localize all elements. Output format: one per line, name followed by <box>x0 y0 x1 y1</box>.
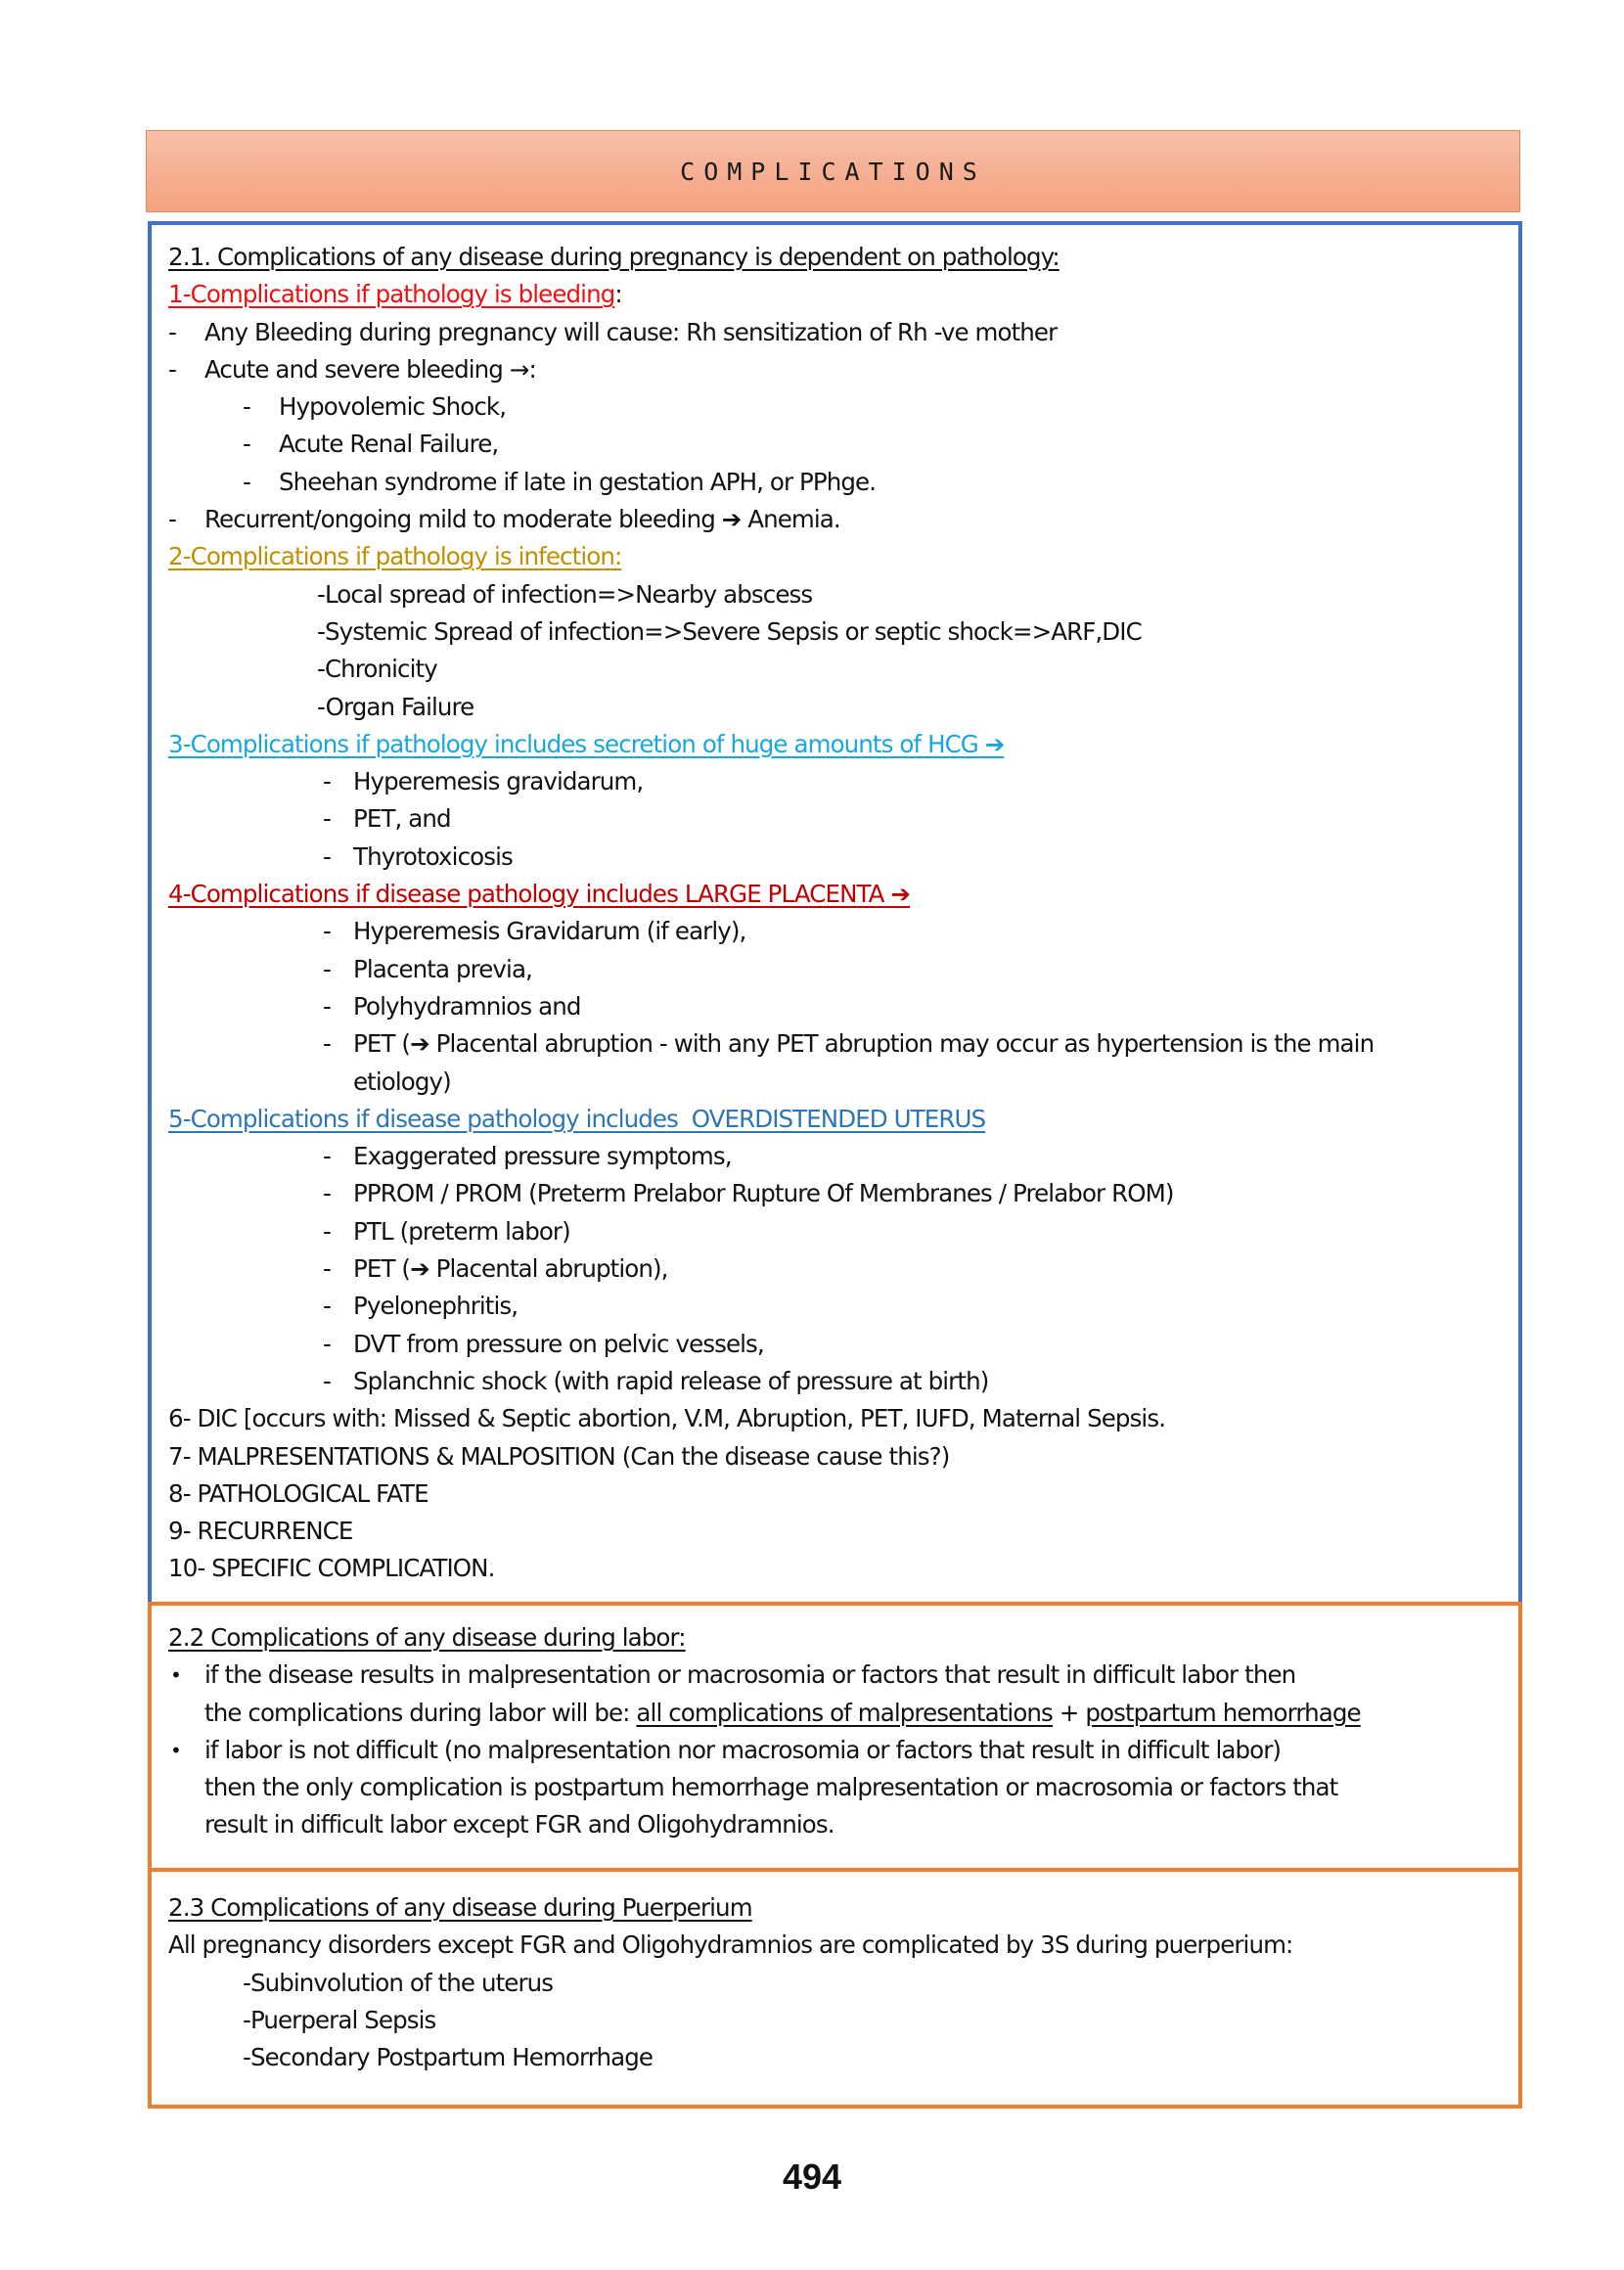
list-item <box>168 988 1499 1025</box>
list-item <box>168 501 1499 538</box>
list-item <box>168 1250 1499 1288</box>
list-item <box>168 1326 1499 1363</box>
infection-heading-text: 2-Complications if pathology is infection: <box>168 542 622 571</box>
list-item <box>168 1138 1499 1175</box>
bullet-continuation <box>168 1769 1499 1806</box>
list-item-text: DVT from pressure on pelvic vessels, <box>353 1329 764 1358</box>
list-item-text: 6- DIC [occurs with: Missed & Septic abortion, V.M, Abruption, PET, IUFD, Maternal Sepsis. <box>168 1404 1166 1433</box>
plus-sign: + <box>1052 1698 1086 1727</box>
list-item-text: -Subinvolution of the uterus <box>243 1968 554 1997</box>
list-item-text: Pyelonephritis, <box>353 1292 519 1321</box>
bullet-text: if the disease results in malpresentation or macrosomia or factors that result in difficult labor then <box>204 1660 1296 1690</box>
numbered-item-pathological-fate <box>168 1476 1499 1513</box>
list-item-text: Exaggerated pressure symptoms, <box>353 1142 732 1171</box>
list-item <box>168 426 1499 463</box>
dash-icon: - <box>323 1329 331 1358</box>
numbered-item-specific-complication <box>168 1550 1499 1587</box>
numbered-item-recurrence <box>168 1513 1499 1550</box>
section-2-3-title-text: 2.3 Complications of any disease during Puerperium <box>168 1893 752 1922</box>
list-item <box>168 2039 1499 2076</box>
page-title: COMPLICATIONS <box>680 157 986 186</box>
list-item-text: PTL (preterm labor) <box>353 1216 570 1246</box>
list-item-text: PPROM / PROM (Preterm Prelabor Rupture Of Membranes / Prelabor ROM) <box>353 1179 1174 1208</box>
large-placenta-heading-text: 4-Complications if disease pathology includes LARGE PLACENTA ➔ <box>168 880 911 909</box>
list-item-text: Placenta previa, <box>353 954 532 983</box>
bleeding-heading-colon: : <box>614 280 622 309</box>
dash-icon: - <box>323 1366 331 1395</box>
list-item-text: Sheehan syndrome if late in gestation APH, or PPhge. <box>279 467 877 496</box>
dash-icon: - <box>168 317 176 346</box>
list-item-text: -Organ Failure <box>317 692 474 721</box>
dash-icon: - <box>323 1254 331 1284</box>
list-item <box>168 1175 1499 1212</box>
list-item-text: Acute Renal Failure, <box>279 430 499 459</box>
list-item <box>168 314 1499 351</box>
list-item <box>168 613 1499 651</box>
dash-icon: - <box>323 991 331 1021</box>
list-item-text: Polyhydramnios and <box>353 991 581 1021</box>
bleeding-heading-text: 1-Complications if pathology is bleeding <box>168 280 615 309</box>
list-item <box>168 1288 1499 1325</box>
dash-icon: - <box>323 767 331 796</box>
list-item <box>168 839 1499 876</box>
section-header <box>146 130 1520 212</box>
list-item-text: Hypovolemic Shock, <box>279 392 507 422</box>
bullet-continuation <box>168 1806 1499 1843</box>
pregnancy-complications-box <box>148 221 1522 1605</box>
dash-icon: - <box>323 954 331 983</box>
overdistended-uterus-heading <box>168 1101 1499 1138</box>
list-item <box>168 651 1499 688</box>
list-item-text: 9- RECURRENCE <box>168 1517 353 1546</box>
underlined-phrase-malpresentations: all complications of malpresentations <box>636 1698 1053 1727</box>
dash-icon: - <box>168 505 176 534</box>
section-2-1-title-text: 2.1. Complications of any disease during pregnancy is dependent on pathology: <box>168 243 1060 271</box>
labor-complications-box <box>148 1602 1522 1872</box>
list-item <box>168 763 1499 800</box>
dash-icon: - <box>168 354 176 384</box>
list-item-text: Hyperemesis Gravidarum (if early), <box>353 917 746 946</box>
section-2-3-title <box>168 1889 1499 1927</box>
list-item-text: Any Bleeding during pregnancy will cause: Rh sensitization of Rh -ve mother <box>204 317 1058 346</box>
overdistended-uterus-heading-text: 5-Complications if disease pathology includes OVERDISTENDED UTERUS <box>168 1104 986 1133</box>
list-item-text: -Puerperal Sepsis <box>243 2005 436 2034</box>
list-item <box>168 1213 1499 1250</box>
list-item-text: -Chronicity <box>317 655 437 684</box>
dash-icon: - <box>323 917 331 946</box>
large-placenta-heading <box>168 876 1499 913</box>
list-item <box>168 913 1499 950</box>
list-item-text: etiology) <box>353 1067 451 1096</box>
dash-icon: - <box>323 841 331 871</box>
bleeding-heading <box>168 276 1499 313</box>
list-item <box>168 1363 1499 1400</box>
section-2-2-title-text: 2.2 Complications of any disease during labor: <box>168 1623 686 1652</box>
list-item <box>168 464 1499 501</box>
section-2-3-intro <box>168 1927 1499 1964</box>
list-item-text: Acute and severe bleeding →: <box>204 354 536 384</box>
list-item-text: -Secondary Postpartum Hemorrhage <box>243 2043 654 2072</box>
section-2-1-title <box>168 239 1499 276</box>
list-item-text: 8- PATHOLOGICAL FATE <box>168 1478 429 1508</box>
dash-icon: - <box>323 1142 331 1171</box>
dash-icon: - <box>323 804 331 834</box>
dash-icon: - <box>323 1179 331 1208</box>
list-item <box>168 576 1499 613</box>
list-item-text: PET (➔ Placental abruption - with any PET abruption may occur as hypertension is the main <box>353 1029 1375 1059</box>
bullet-item <box>168 1732 1499 1769</box>
numbered-item-malpresentations <box>168 1438 1499 1476</box>
bullet-icon: • <box>170 1663 181 1688</box>
bullet-text: then the only complication is postpartum hemorrhage malpresentation or macrosomia or factors that <box>204 1773 1338 1802</box>
list-item-text: Hyperemesis gravidarum, <box>353 767 644 796</box>
hcg-heading <box>168 726 1499 763</box>
hcg-heading-text: 3-Complications if pathology includes secretion of huge amounts of HCG ➔ <box>168 729 1005 758</box>
infection-heading <box>168 538 1499 575</box>
bullet-item <box>168 1657 1499 1694</box>
list-item <box>168 1025 1499 1063</box>
dash-icon: - <box>243 467 250 496</box>
bullet-text: if labor is not difficult (no malpresentation nor macrosomia or factors that result in difficult labor) <box>204 1735 1282 1764</box>
list-item-text: -Systemic Spread of infection=>Severe Sepsis or septic shock=>ARF,DIC <box>317 616 1142 646</box>
bullet-icon: • <box>170 1738 181 1762</box>
list-item <box>168 689 1499 726</box>
list-item <box>168 351 1499 388</box>
dash-icon: - <box>243 392 250 422</box>
dash-icon: - <box>243 430 250 459</box>
dash-icon: - <box>323 1216 331 1246</box>
dash-icon: - <box>323 1292 331 1321</box>
bullet-text: result in difficult labor except FGR and Oligohydramnios. <box>204 1810 835 1839</box>
list-item <box>168 800 1499 838</box>
section-2-2-title <box>168 1619 1499 1657</box>
bullet-text: the complications during labor will be: <box>204 1698 637 1727</box>
numbered-item-dic <box>168 1400 1499 1437</box>
list-item-text: 7- MALPRESENTATIONS & MALPOSITION (Can the disease cause this?) <box>168 1441 950 1471</box>
page-number: 494 <box>782 2156 842 2197</box>
list-item-text: PET, and <box>353 804 451 834</box>
underlined-phrase-pph: postpartum hemorrhage <box>1085 1698 1361 1727</box>
list-item-text: -Local spread of infection=>Nearby abscess <box>317 579 813 609</box>
list-item <box>168 951 1499 988</box>
list-item-text: PET (➔ Placental abruption), <box>353 1254 668 1284</box>
list-item <box>168 2002 1499 2039</box>
list-item-continuation <box>168 1064 1499 1101</box>
bullet-continuation <box>168 1695 1499 1732</box>
list-item-text: 10- SPECIFIC COMPLICATION. <box>168 1554 495 1583</box>
intro-text: All pregnancy disorders except FGR and Oligohydramnios are complicated by 3S during puerperium: <box>168 1930 1293 1960</box>
list-item-text: Recurrent/ongoing mild to moderate bleeding ➔ Anemia. <box>204 505 840 534</box>
puerperium-complications-box <box>148 1868 1522 2109</box>
list-item <box>168 1965 1499 2002</box>
list-item-text: Thyrotoxicosis <box>353 841 513 871</box>
list-item-text: Splanchnic shock (with rapid release of pressure at birth) <box>353 1366 989 1395</box>
dash-icon: - <box>323 1029 331 1059</box>
list-item <box>168 388 1499 426</box>
